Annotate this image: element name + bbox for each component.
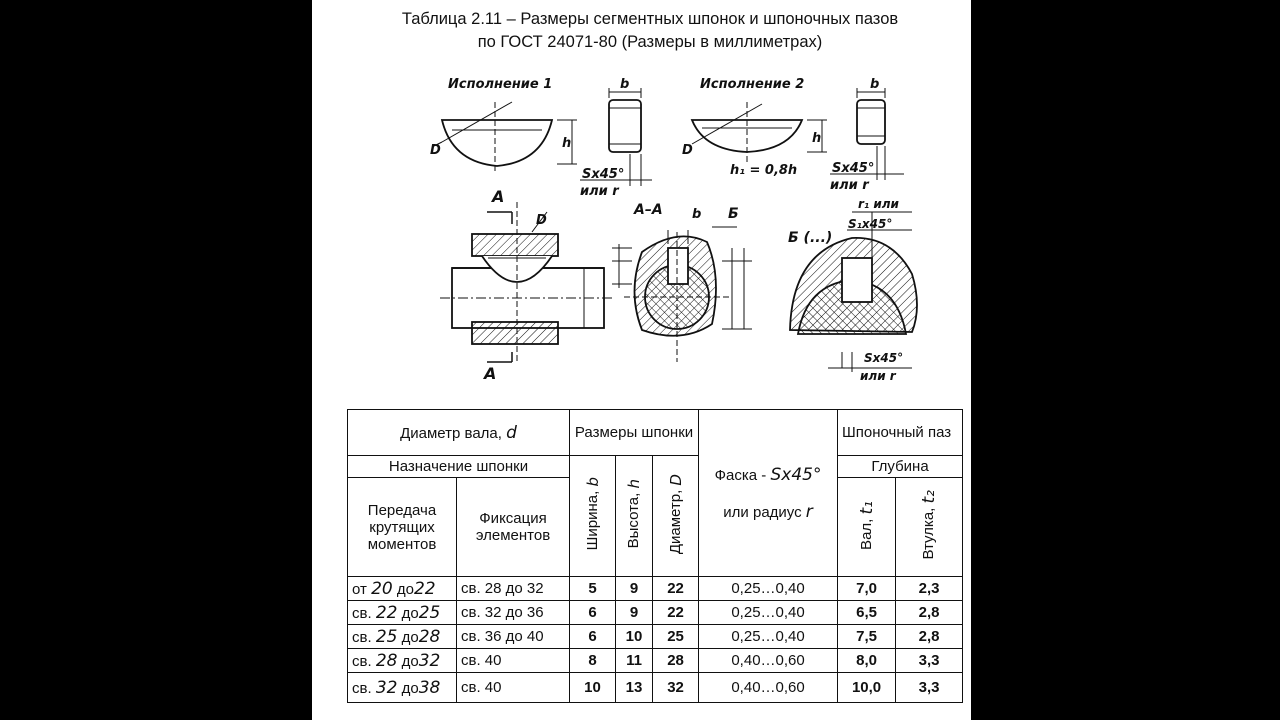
svg-text:b: b (620, 77, 630, 92)
cell-height: 10 (616, 625, 653, 649)
table-row (348, 625, 963, 649)
svg-text:A–A: A–A (634, 202, 663, 218)
cell-fixing: св. 36 до 40 (457, 625, 570, 649)
header-torque: Передача крутящих моментов (348, 478, 457, 577)
shaft-assembly-view (440, 202, 612, 362)
svg-text:D: D (536, 213, 547, 228)
cell-chamfer: 0,40…0,60 (699, 649, 838, 673)
cell-diameter: 22 (653, 577, 699, 601)
cell-diameter: 25 (653, 625, 699, 649)
cell-chamfer: 0,25…0,40 (699, 601, 838, 625)
cell-diameter: 22 (653, 601, 699, 625)
cell-shaft-depth: 8,0 (838, 649, 896, 673)
header-shaft-depth: Вал, t₁ (838, 478, 896, 577)
header-key-dims: Размеры шпонки (570, 410, 699, 456)
svg-text:h: h (562, 136, 572, 151)
cell-hub-depth: 3,3 (896, 673, 963, 703)
label-chamfer-2: Sx45° (832, 161, 875, 176)
header-keyway: Шпоночный паз (838, 410, 963, 456)
cell-fixing: св. 40 (457, 649, 570, 673)
cell-width: 6 (570, 625, 616, 649)
table-row (348, 577, 963, 601)
cell-shaft-diameter: св. 25 до28 (348, 625, 457, 649)
cell-hub-depth: 3,3 (896, 649, 963, 673)
table-row (348, 649, 963, 673)
header-chamfer: Фаска - Sx45° или радиус r (699, 410, 838, 577)
label-h1-formula: h₁ = 0,8h (730, 163, 798, 178)
cell-height: 9 (616, 601, 653, 625)
cell-shaft-depth: 7,0 (838, 577, 896, 601)
label-d: D (430, 143, 441, 158)
header-purpose: Назначение шпонки (348, 456, 570, 478)
header-fixing: Фиксация элементов (457, 478, 570, 577)
cell-width: 10 (570, 673, 616, 703)
cell-hub-depth: 2,8 (896, 601, 963, 625)
svg-text:r₁ или: r₁ или (858, 197, 899, 211)
cell-shaft-diameter: св. 28 до32 (348, 649, 457, 673)
svg-text:или r: или r (860, 369, 896, 383)
cell-chamfer: 0,25…0,40 (699, 625, 838, 649)
header-hub-depth: Втулка, t₂ (896, 478, 963, 577)
cell-height: 11 (616, 649, 653, 673)
cell-shaft-depth: 6,5 (838, 601, 896, 625)
label-variant-1: Исполнение 1 (448, 77, 553, 92)
cell-shaft-depth: 7,5 (838, 625, 896, 649)
cell-chamfer: 0,40…0,60 (699, 673, 838, 703)
svg-text:Б: Б (728, 206, 739, 222)
svg-text:A: A (492, 187, 505, 206)
technical-drawing (312, 62, 971, 392)
cell-width: 5 (570, 577, 616, 601)
cell-diameter: 32 (653, 673, 699, 703)
svg-text:b: b (692, 207, 702, 222)
svg-text:A: A (484, 364, 497, 383)
label-variant-2: Исполнение 2 (700, 77, 805, 92)
cell-width: 8 (570, 649, 616, 673)
cell-height: 13 (616, 673, 653, 703)
section-a-a (612, 227, 752, 362)
svg-text:b: b (870, 77, 880, 92)
svg-text:D: D (682, 143, 693, 158)
label-or-r-2: или r (830, 178, 869, 193)
cell-fixing: св. 40 (457, 673, 570, 703)
svg-text:Sx45°: Sx45° (864, 351, 904, 365)
header-shaft-diameter: Диаметр вала, d (348, 410, 570, 456)
table-row (348, 601, 963, 625)
cell-fixing: св. 28 до 32 (457, 577, 570, 601)
header-height: Высота, h (616, 456, 653, 577)
cell-shaft-depth: 10,0 (838, 673, 896, 703)
cell-shaft-diameter: св. 22 до25 (348, 601, 457, 625)
svg-text:h: h (812, 131, 822, 146)
cell-height: 9 (616, 577, 653, 601)
spec-table (347, 409, 963, 703)
header-depth: Глубина (838, 456, 963, 478)
cell-shaft-diameter: св. 32 до38 (348, 673, 457, 703)
cell-hub-depth: 2,3 (896, 577, 963, 601)
caption-line-1: Таблица 2.11 – Размеры сегментных шпонок и шпоночных пазов (401, 10, 899, 28)
table-caption (355, 8, 945, 54)
cell-diameter: 28 (653, 649, 699, 673)
caption-line-2: по ГОСТ 24071-80 (Размеры в миллиметрах) (477, 33, 823, 51)
cell-chamfer: 0,25…0,40 (699, 577, 838, 601)
table-row (348, 673, 963, 703)
cell-fixing: св. 32 до 36 (457, 601, 570, 625)
document-page (312, 0, 971, 720)
label-chamfer-1: Sx45° (582, 167, 625, 182)
svg-text:Б (...): Б (...) (788, 230, 833, 246)
header-diameter: Диаметр, D (653, 456, 699, 577)
svg-text:S₁x45°: S₁x45° (848, 217, 893, 231)
header-width: Ширина, b (570, 456, 616, 577)
cell-shaft-diameter: от 20 до22 (348, 577, 457, 601)
label-or-r-1: или r (580, 184, 619, 199)
cell-width: 6 (570, 601, 616, 625)
cell-hub-depth: 2,8 (896, 625, 963, 649)
